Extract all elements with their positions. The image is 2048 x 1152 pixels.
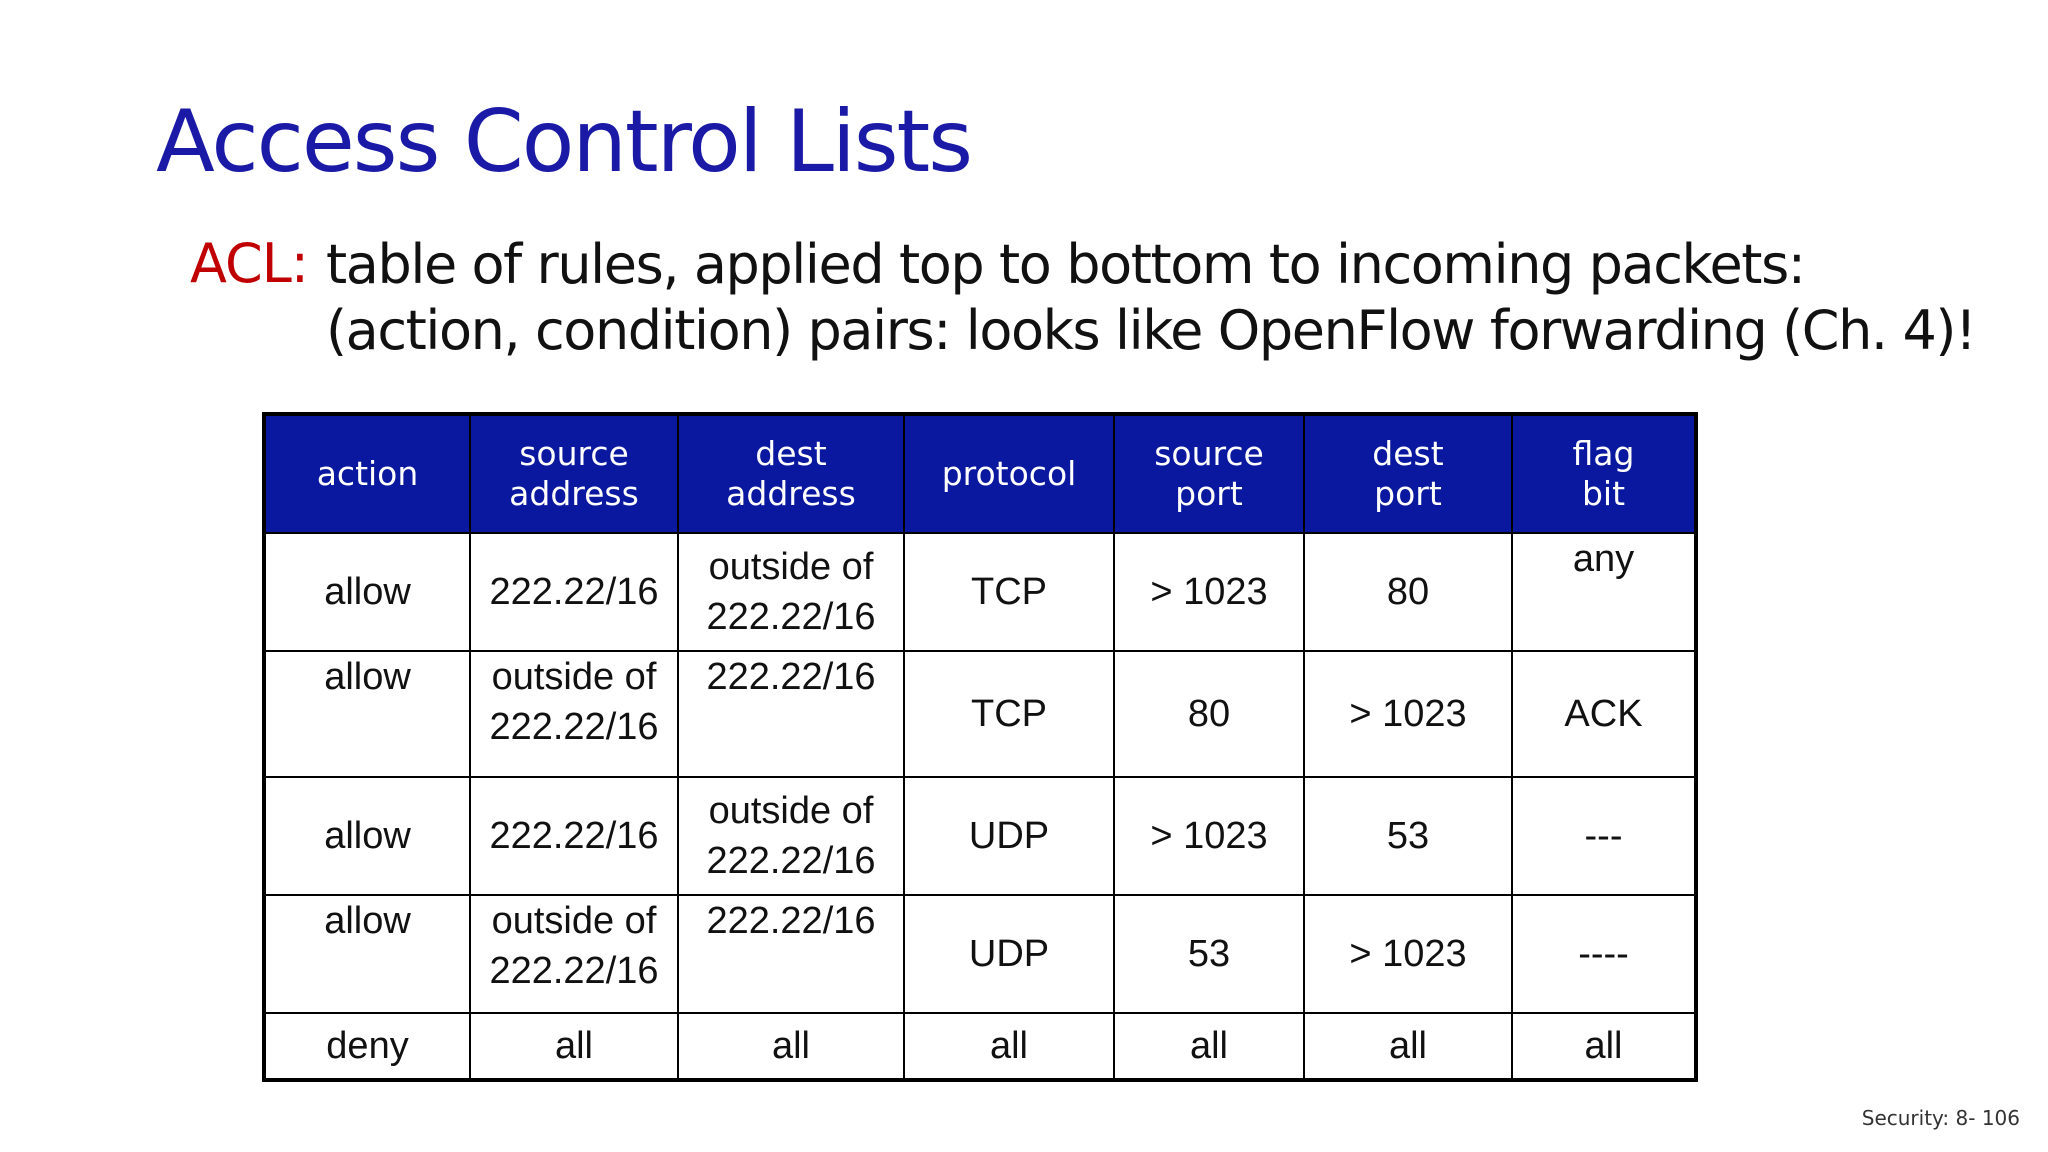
cell-protocol: UDP <box>904 895 1114 1013</box>
table-row <box>264 651 1696 777</box>
cell-dest-port: > 1023 <box>1304 895 1512 1013</box>
cell-dest-port: 53 <box>1304 777 1512 895</box>
header-action: action <box>264 414 470 533</box>
cell-source-port: 80 <box>1114 651 1304 777</box>
cell-dest-address: 222.22/16 <box>678 651 904 777</box>
cell-source-port: > 1023 <box>1114 777 1304 895</box>
cell-source-address: 222.22/16 <box>470 533 678 651</box>
cell-source-address: 222.22/16 <box>470 777 678 895</box>
cell-dest-address: 222.22/16 <box>678 895 904 1013</box>
table-row <box>264 895 1696 1013</box>
cell-source-address: all <box>470 1013 678 1080</box>
cell-source-port: > 1023 <box>1114 533 1304 651</box>
cell-flag-bit: all <box>1512 1013 1696 1080</box>
table-row <box>264 1013 1696 1080</box>
slide-footer: Security: 8- 106 <box>1861 1106 2020 1130</box>
cell-dest-address: all <box>678 1013 904 1080</box>
cell-action: allow <box>264 651 470 777</box>
cell-dest-port: 80 <box>1304 533 1512 651</box>
cell-protocol: TCP <box>904 533 1114 651</box>
cell-flag-bit: --- <box>1512 777 1696 895</box>
cell-dest-port: > 1023 <box>1304 651 1512 777</box>
header-source-port: source port <box>1114 414 1304 533</box>
acl-table <box>262 412 1698 1082</box>
header-dest-address: dest address <box>678 414 904 533</box>
header-protocol: protocol <box>904 414 1114 533</box>
cell-flag-bit: ACK <box>1512 651 1696 777</box>
acl-description: table of rules, applied top to bottom to incoming packets: (action, condition) pairs: looks like OpenFlow forwarding (Ch. 4)! <box>326 233 1976 362</box>
cell-source-address: outside of 222.22/16 <box>470 651 678 777</box>
cell-flag-bit: ---- <box>1512 895 1696 1013</box>
cell-source-port: 53 <box>1114 895 1304 1013</box>
slide-title: Access Control Lists <box>156 92 972 192</box>
cell-protocol: all <box>904 1013 1114 1080</box>
table-header-row <box>264 414 1696 533</box>
cell-action: allow <box>264 895 470 1013</box>
cell-source-address: outside of 222.22/16 <box>470 895 678 1013</box>
table-row <box>264 533 1696 651</box>
cell-dest-address: outside of 222.22/16 <box>678 777 904 895</box>
cell-protocol: UDP <box>904 777 1114 895</box>
header-source-address: source address <box>470 414 678 533</box>
cell-action: deny <box>264 1013 470 1080</box>
acl-label: ACL: <box>190 232 308 295</box>
cell-flag-bit: any <box>1512 533 1696 651</box>
header-dest-port: dest port <box>1304 414 1512 533</box>
table-row <box>264 777 1696 895</box>
header-flag-bit: flag bit <box>1512 414 1696 533</box>
cell-source-port: all <box>1114 1013 1304 1080</box>
cell-dest-port: all <box>1304 1013 1512 1080</box>
cell-action: allow <box>264 777 470 895</box>
cell-action: allow <box>264 533 470 651</box>
cell-protocol: TCP <box>904 651 1114 777</box>
cell-dest-address: outside of 222.22/16 <box>678 533 904 651</box>
